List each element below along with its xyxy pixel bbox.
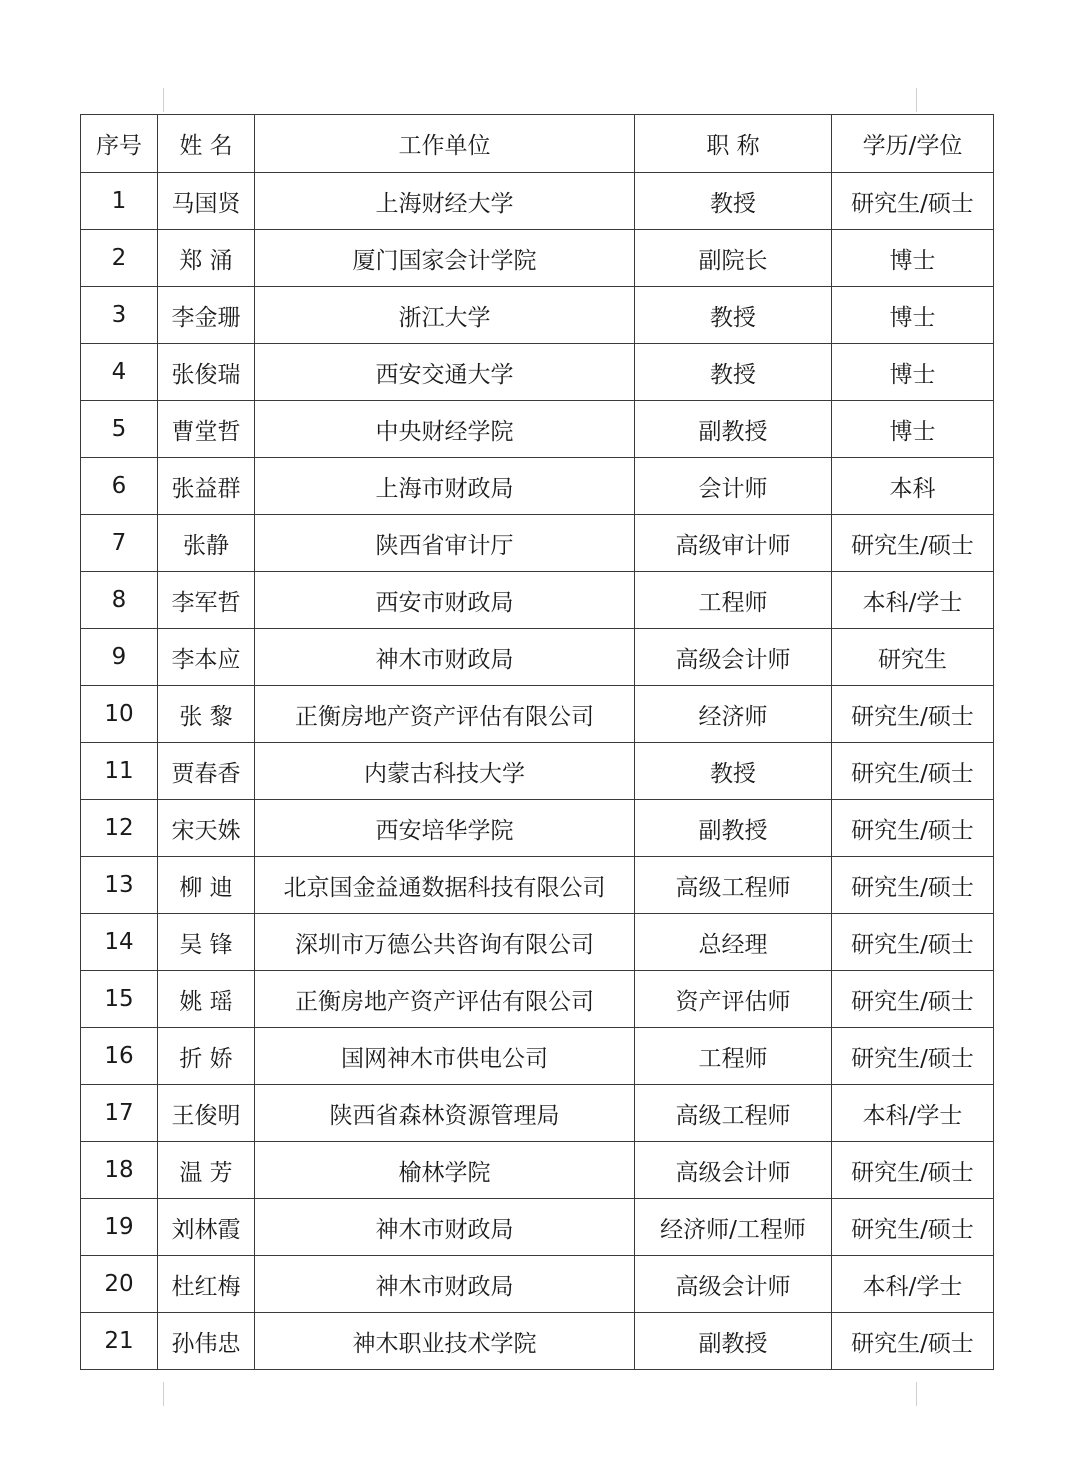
cell-work-unit: 陕西省审计厅: [255, 515, 635, 572]
cell-name: 折 娇: [158, 1028, 255, 1085]
cell-professional-title: 教授: [635, 344, 832, 401]
cell-serial-number: 5: [81, 401, 158, 458]
cell-name: 贾春香: [158, 743, 255, 800]
table-row: [81, 572, 994, 629]
cell-professional-title: 高级工程师: [635, 1085, 832, 1142]
header-name: 姓 名: [158, 115, 255, 173]
cell-serial-number: 2: [81, 230, 158, 287]
cell-name: 曹堂哲: [158, 401, 255, 458]
cell-professional-title: 教授: [635, 287, 832, 344]
cell-name: 宋天姝: [158, 800, 255, 857]
cell-work-unit: 西安培华学院: [255, 800, 635, 857]
cell-name: 张静: [158, 515, 255, 572]
cell-work-unit: 北京国金益通数据科技有限公司: [255, 857, 635, 914]
cell-serial-number: 1: [81, 173, 158, 230]
cell-professional-title: 总经理: [635, 914, 832, 971]
cell-serial-number: 12: [81, 800, 158, 857]
cell-work-unit: 神木职业技术学院: [255, 1313, 635, 1370]
cell-serial-number: 6: [81, 458, 158, 515]
cell-professional-title: 高级会计师: [635, 1142, 832, 1199]
cell-professional-title: 副教授: [635, 401, 832, 458]
cell-professional-title: 经济师: [635, 686, 832, 743]
cell-education-degree: 研究生/硕士: [832, 1199, 994, 1256]
cell-education-degree: 博士: [832, 230, 994, 287]
cell-work-unit: 上海市财政局: [255, 458, 635, 515]
cell-professional-title: 教授: [635, 743, 832, 800]
crop-mark-top-right: [916, 88, 917, 112]
table-row: [81, 800, 994, 857]
cell-name: 李军哲: [158, 572, 255, 629]
cell-professional-title: 高级工程师: [635, 857, 832, 914]
table-row: [81, 344, 994, 401]
table-row: [81, 971, 994, 1028]
cell-work-unit: 中央财经学院: [255, 401, 635, 458]
crop-mark-bottom-left: [163, 1382, 164, 1406]
cell-name: 杜红梅: [158, 1256, 255, 1313]
cell-professional-title: 经济师/工程师: [635, 1199, 832, 1256]
cell-work-unit: 神木市财政局: [255, 1199, 635, 1256]
cell-serial-number: 11: [81, 743, 158, 800]
cell-professional-title: 工程师: [635, 572, 832, 629]
cell-serial-number: 7: [81, 515, 158, 572]
cell-serial-number: 3: [81, 287, 158, 344]
table-row: [81, 287, 994, 344]
cell-education-degree: 研究生/硕士: [832, 971, 994, 1028]
cell-education-degree: 研究生/硕士: [832, 1142, 994, 1199]
table-row: [81, 1313, 994, 1370]
table-row: [81, 686, 994, 743]
cell-work-unit: 上海财经大学: [255, 173, 635, 230]
cell-education-degree: 本科/学士: [832, 1085, 994, 1142]
cell-serial-number: 17: [81, 1085, 158, 1142]
cell-education-degree: 博士: [832, 287, 994, 344]
cell-serial-number: 10: [81, 686, 158, 743]
cell-education-degree: 研究生/硕士: [832, 686, 994, 743]
cell-name: 郑 涌: [158, 230, 255, 287]
crop-mark-bottom-right: [916, 1382, 917, 1406]
cell-work-unit: 正衡房地产资产评估有限公司: [255, 971, 635, 1028]
cell-serial-number: 9: [81, 629, 158, 686]
cell-work-unit: 厦门国家会计学院: [255, 230, 635, 287]
cell-name: 王俊明: [158, 1085, 255, 1142]
cell-serial-number: 16: [81, 1028, 158, 1085]
cell-work-unit: 正衡房地产资产评估有限公司: [255, 686, 635, 743]
cell-education-degree: 研究生/硕士: [832, 914, 994, 971]
cell-work-unit: 西安市财政局: [255, 572, 635, 629]
cell-education-degree: 博士: [832, 401, 994, 458]
cell-professional-title: 高级会计师: [635, 629, 832, 686]
header-work-unit: 工作单位: [255, 115, 635, 173]
cell-serial-number: 18: [81, 1142, 158, 1199]
cell-professional-title: 资产评估师: [635, 971, 832, 1028]
cell-serial-number: 14: [81, 914, 158, 971]
cell-name: 张俊瑞: [158, 344, 255, 401]
cell-education-degree: 本科: [832, 458, 994, 515]
cell-name: 张 黎: [158, 686, 255, 743]
cell-serial-number: 15: [81, 971, 158, 1028]
cell-name: 吴 锋: [158, 914, 255, 971]
table-row: [81, 401, 994, 458]
table-row: [81, 230, 994, 287]
expert-roster-table: [80, 114, 994, 1370]
cell-education-degree: 本科/学士: [832, 1256, 994, 1313]
cell-education-degree: 研究生: [832, 629, 994, 686]
cell-education-degree: 本科/学士: [832, 572, 994, 629]
cell-name: 柳 迪: [158, 857, 255, 914]
cell-serial-number: 4: [81, 344, 158, 401]
cell-name: 刘林霞: [158, 1199, 255, 1256]
cell-education-degree: 研究生/硕士: [832, 515, 994, 572]
table-row: [81, 458, 994, 515]
table-row: [81, 857, 994, 914]
cell-professional-title: 教授: [635, 173, 832, 230]
cell-education-degree: 研究生/硕士: [832, 743, 994, 800]
table-row: [81, 743, 994, 800]
cell-work-unit: 榆林学院: [255, 1142, 635, 1199]
cell-education-degree: 研究生/硕士: [832, 857, 994, 914]
cell-work-unit: 深圳市万德公共咨询有限公司: [255, 914, 635, 971]
cell-name: 李金珊: [158, 287, 255, 344]
cell-serial-number: 20: [81, 1256, 158, 1313]
header-professional-title: 职 称: [635, 115, 832, 173]
cell-work-unit: 浙江大学: [255, 287, 635, 344]
crop-mark-top-left: [163, 88, 164, 112]
cell-work-unit: 西安交通大学: [255, 344, 635, 401]
header-serial-number: 序号: [81, 115, 158, 173]
cell-work-unit: 神木市财政局: [255, 1256, 635, 1313]
cell-professional-title: 高级审计师: [635, 515, 832, 572]
cell-name: 姚 瑶: [158, 971, 255, 1028]
cell-work-unit: 神木市财政局: [255, 629, 635, 686]
cell-serial-number: 19: [81, 1199, 158, 1256]
header-row: [81, 115, 994, 173]
cell-work-unit: 内蒙古科技大学: [255, 743, 635, 800]
cell-serial-number: 8: [81, 572, 158, 629]
cell-professional-title: 高级会计师: [635, 1256, 832, 1313]
cell-education-degree: 研究生/硕士: [832, 1028, 994, 1085]
cell-work-unit: 陕西省森林资源管理局: [255, 1085, 635, 1142]
cell-professional-title: 会计师: [635, 458, 832, 515]
cell-work-unit: 国网神木市供电公司: [255, 1028, 635, 1085]
cell-professional-title: 副院长: [635, 230, 832, 287]
table-row: [81, 1199, 994, 1256]
table-row: [81, 173, 994, 230]
table-row: [81, 1028, 994, 1085]
table-row: [81, 914, 994, 971]
table-row: [81, 1085, 994, 1142]
cell-professional-title: 副教授: [635, 800, 832, 857]
table-row: [81, 1142, 994, 1199]
cell-education-degree: 研究生/硕士: [832, 800, 994, 857]
cell-professional-title: 副教授: [635, 1313, 832, 1370]
table-row: [81, 1256, 994, 1313]
cell-name: 李本应: [158, 629, 255, 686]
table-row: [81, 515, 994, 572]
cell-name: 马国贤: [158, 173, 255, 230]
cell-education-degree: 研究生/硕士: [832, 1313, 994, 1370]
cell-professional-title: 工程师: [635, 1028, 832, 1085]
table-row: [81, 629, 994, 686]
cell-serial-number: 21: [81, 1313, 158, 1370]
cell-serial-number: 13: [81, 857, 158, 914]
cell-education-degree: 博士: [832, 344, 994, 401]
cell-name: 张益群: [158, 458, 255, 515]
cell-name: 温 芳: [158, 1142, 255, 1199]
cell-education-degree: 研究生/硕士: [832, 173, 994, 230]
cell-name: 孙伟忠: [158, 1313, 255, 1370]
header-education-degree: 学历/学位: [832, 115, 994, 173]
